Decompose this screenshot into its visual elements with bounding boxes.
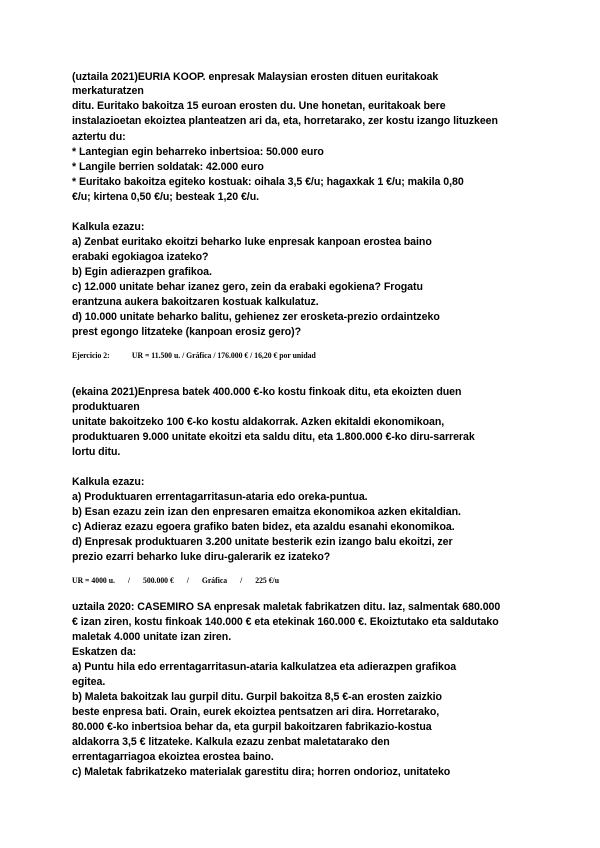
answer-line-2 — [72, 576, 279, 585]
text-line: a) Zenbat euritako ekoitzi beharko luke enpresak kanpoan erostea baino — [72, 236, 432, 248]
answer-separator: / — [127, 576, 131, 585]
text-line: 80.000 €-ko inbertsioa behar da, eta gurpil bakoitzaren fabrikazio-kostua — [72, 721, 432, 733]
text-line: produktuaren 9.000 unitate ekoitzi eta saldu ditu, eta 1.800.000 €-ko diru-sarrerak — [72, 431, 475, 443]
text-line: merkaturatzen — [72, 85, 144, 97]
text-line: d) 10.000 unitate beharko balitu, gehienez zer erosketa-prezio ordaintzeko — [72, 311, 440, 323]
text-line: maletak 4.000 unitate izan ziren. — [72, 631, 232, 643]
section-heading: Kalkula ezazu: — [72, 476, 145, 488]
answer-part: UR = 4000 u. — [72, 576, 115, 585]
text-line: produktuaren — [72, 401, 140, 413]
text-line: ditu. Euritako bakoitza 15 euroan erosten du. Une honetan, euritakoak bere — [72, 100, 446, 112]
text-line: instalazioetan ekoiztea planteatzen ari da, eta, horretarako, zer kostu izango lituzkeen — [72, 115, 498, 127]
text-line: * Lantegian egin beharreko inbertsioa: 50.000 euro — [72, 146, 324, 158]
text-line: erantzuna aukera bakoitzaren kostuak kalkulatuz. — [72, 296, 319, 308]
text-line: egitea. — [72, 676, 106, 688]
text-line: (ekaina 2021)Enpresa batek 400.000 €-ko kostu finkoak ditu, eta ekoizten duen — [72, 386, 462, 398]
text-line: a) Produktuaren errentagarritasun-ataria edo oreka-puntua. — [72, 491, 368, 503]
answer-label: Ejercicio 2: — [72, 351, 110, 360]
text-line: d) Enpresak produktuaren 3.200 unitate besterik ezin izango balu ekoitzi, zer — [72, 536, 453, 548]
answer-part: 225 €/u — [255, 576, 279, 585]
text-line: c) Adieraz ezazu egoera grafiko baten bidez, eta azaldu esanahi ekonomikoa. — [72, 521, 455, 533]
text-line: prest egongo litzateke (kanpoan erosiz gero)? — [72, 326, 302, 338]
text-line: a) Puntu hila edo errentagarritasun-ataria kalkulatzea eta adierazpen grafikoa — [72, 661, 457, 673]
text-line: * Langile berrien soldatak: 42.000 euro — [72, 161, 264, 173]
text-line: prezio ezarri beharko luke diru-galerarik ez izateko? — [72, 551, 331, 563]
text-line: (uztaila 2021)EURIA KOOP. enpresak Malaysian erosten dituen euritakoak — [72, 71, 439, 83]
text-line: b) Maleta bakoitzak lau gurpil ditu. Gurpil bakoitza 8,5 €-an erosten zaizkio — [72, 691, 442, 703]
answer-line-1 — [72, 351, 316, 360]
section-heading: Eskatzen da: — [72, 646, 137, 658]
answer-part: 500.000 € — [142, 576, 174, 585]
answer-text: UR = 11.500 u. / Gráfica / 176.000 € / 16,20 € por unidad — [131, 351, 316, 360]
text-line: * Euritako bakoitza egiteko kostuak: oihala 3,5 €/u; hagaxkak 1 €/u; makila 0,80 — [72, 176, 464, 188]
text-line: uztaila 2020: CASEMIRO SA enpresak maletak fabrikatzen ditu. Iaz, salmentak 680.000 — [72, 601, 501, 613]
text-line: unitate bakoitzeko 100 €-ko kostu aldakorrak. Azken ekitaldi ekonomikoan, — [72, 416, 445, 428]
answer-separator: / — [186, 576, 189, 585]
text-line: € izan ziren, kostu finkoak 140.000 € eta etekinak 160.000 €. Ekoiztutako eta saldutako — [72, 616, 499, 628]
text-line: lortu ditu. — [72, 446, 121, 458]
answer-separator: / — [240, 576, 243, 585]
text-line: aldakorra 3,5 € litzateke. Kalkula ezazu zenbat maletatarako den — [72, 736, 390, 748]
text-line: c) Maletak fabrikatzeko materialak garestitu dira; horren ondorioz, unitateko — [72, 766, 451, 778]
text-line: erabaki egokiagoa izateko? — [72, 251, 209, 263]
text-line: €/u; kirtena 0,50 €/u; besteak 1,20 €/u. — [72, 191, 260, 203]
section-heading: Kalkula ezazu: — [72, 221, 145, 233]
text-line: errentagarriagoa ekoiztea erostea baino. — [72, 751, 274, 763]
text-line: aztertu du: — [72, 131, 126, 143]
text-line: b) Egin adierazpen grafikoa. — [72, 266, 212, 278]
text-line: c) 12.000 unitate behar izanez gero, zein da erabaki egokiena? Frogatu — [72, 281, 423, 293]
answer-part: Gráfica — [201, 576, 228, 585]
text-line: b) Esan ezazu zein izan den enpresaren emaitza ekonomikoa azken ekitaldian. — [72, 506, 461, 518]
text-line: beste enpresa bati. Orain, eurek ekoiztea pentsatzen ari dira. Horretarako, — [72, 706, 440, 718]
